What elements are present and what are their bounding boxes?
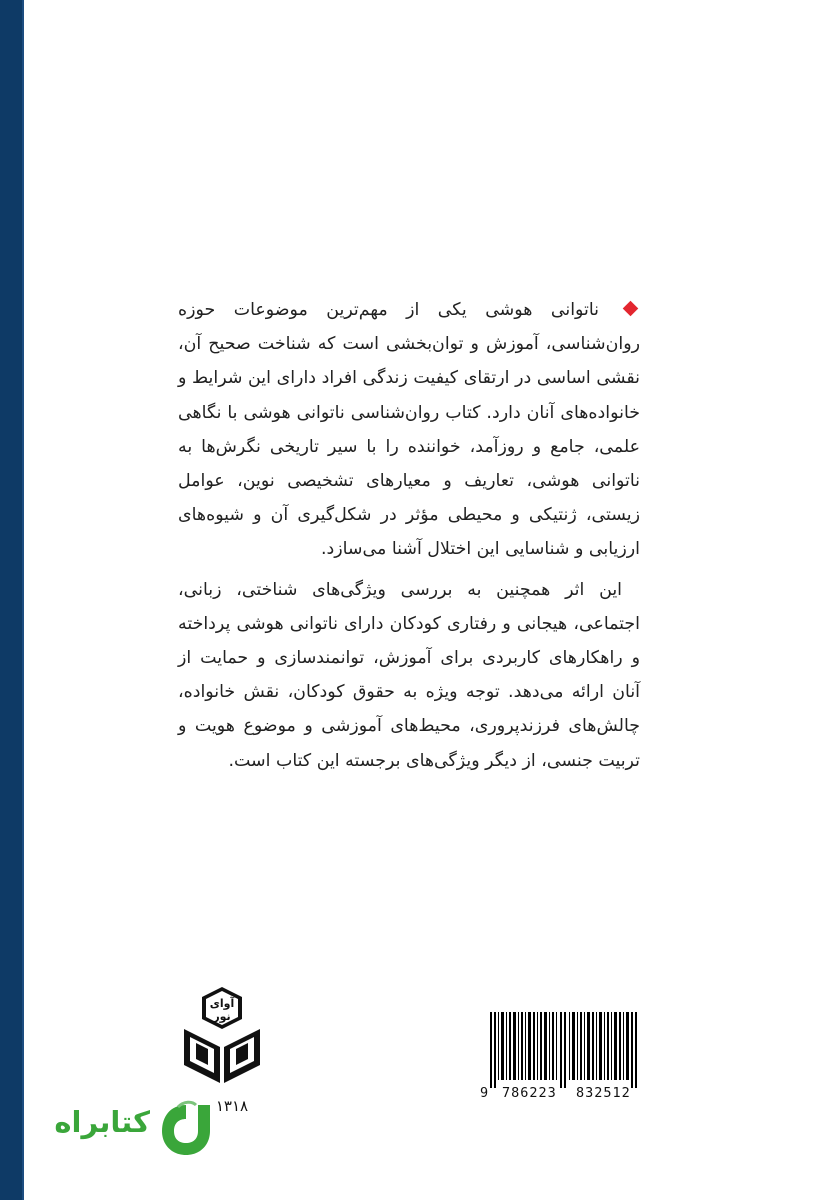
- back-cover-blurb: [178, 293, 640, 778]
- spine-edge: [22, 0, 24, 1200]
- isbn-group-1: 786223: [502, 1085, 557, 1101]
- blurb-paragraph-2-text: این اثر همچنین به بررسی ویژگی‌های شناختی، زبانی، اجتماعی، هیجانی و رفتاری کودکان دارای ناتوانی هوشی پرداخته و راهکارهای کاربردی برای آموزش، توانمندسازی و حمایت از آنان ارائه می‌دهد. توجه ویژه به حقوق کودکان، نقش خانواده، چالش‌های فرزندپروری، محیط‌های آموزشی و موضوع هویت و تربیت جنسی، از دیگر ویژگی‌های برجسته این کتاب است.: [178, 579, 640, 771]
- ketabrah-logo-icon: [158, 1099, 214, 1159]
- blurb-paragraph-1-text: ناتوانی هوشی یکی از مهم‌ترین موضوعات حوزه روان‌شناسی، آموزش و توان‌بخشی است که شناخت صحیح آن، نقشی اساسی در ارتقای کیفیت زندگی افراد دارای این شرایط و خانواده‌های آنان دارد. کتاب روان‌شناسی ناتوانی هوشی با نگاهی علمی، جامع و روزآمد، خواننده را با سیر تاریخی نگرش‌ها به ناتوانی هوشی، تعاریف و معیارهای تشخیصی نوین، عوامل زیستی، ژنتیکی و محیطی مؤثر در شکل‌گیری آن و شیوه‌های ارزیابی و شناسایی این اختلال آشنا می‌سازد.: [178, 300, 640, 560]
- isbn-digits: [478, 1085, 650, 1103]
- ketabrah-watermark: [40, 1095, 220, 1165]
- isbn-barcode: [478, 1005, 650, 1105]
- red-diamond-bullet-icon: [623, 300, 639, 316]
- barcode-bars: [490, 1012, 640, 1088]
- isbn-group-2: 832512: [576, 1085, 631, 1101]
- publisher-year: ۱۳۱۸: [215, 1097, 249, 1115]
- watermark-text: کتابراه: [54, 1105, 150, 1139]
- publisher-logo-text-top: آوای: [209, 997, 235, 1010]
- publisher-logo-text-bottom: نور: [213, 1010, 231, 1023]
- book-spine: [0, 0, 22, 1200]
- blurb-paragraph-2: [178, 573, 640, 778]
- publisher-logo: [180, 985, 264, 1085]
- blurb-paragraph-1: [178, 293, 640, 567]
- isbn-lead-digit: 9: [480, 1085, 489, 1101]
